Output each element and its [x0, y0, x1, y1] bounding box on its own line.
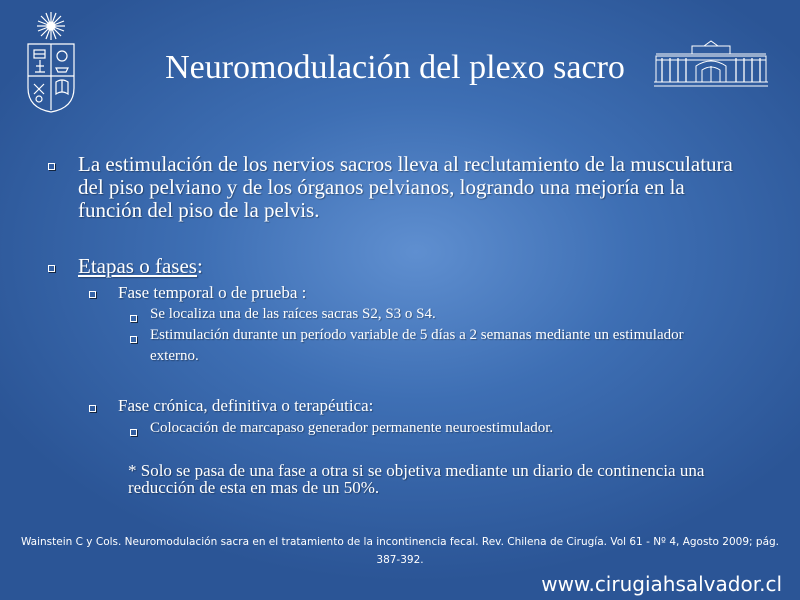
footnote: * Solo se pasa de una fase a otra si se objetiva mediante un diario de continencia una reducción de esta en mas de un 50%. [128, 461, 705, 497]
square-bullet-icon [130, 315, 137, 322]
phase-2-item: Colocación de marcapaso generador permanente neuroestimulador. [150, 420, 554, 436]
square-bullet-icon [130, 336, 137, 343]
square-bullet-icon [130, 429, 137, 436]
phase-1-heading: Fase temporal o de prueba : [118, 283, 307, 302]
bullet-text-1: La estimulación de los nervios sacros lleva al reclutamiento de la musculatura del piso pelviano y de los órganos pelvianos, logrando una mejoría en la función del piso de la pelvis. [78, 152, 733, 222]
stages-link[interactable]: Etapas o fases [78, 254, 197, 278]
bullet-text-2 [78, 255, 678, 278]
phase-2-heading: Fase crónica, definitiva o terapéutica: [118, 396, 374, 415]
stages-suffix: : [196, 254, 203, 278]
page-title: Neuromodulación del plexo sacro [165, 49, 625, 86]
square-bullet-icon [48, 163, 55, 170]
square-bullet-icon [89, 405, 96, 412]
reference-citation: Wainstein C y Cols. Neuromodulación sacra en el tratamiento de la incontinencia fecal. Rev. Chilena de Cirugía. Vol 61 - Nº 4, Agosto 2009; pág. 387-392. [20, 536, 780, 566]
square-bullet-icon [48, 265, 55, 272]
website-link[interactable]: www.cirugiahsalvador.cl [541, 572, 782, 596]
phase-1-item: Se localiza una de las raíces sacras S2, S3 o S4. [150, 306, 436, 322]
phase-1-item: Estimulación durante un período variable de 5 días a 2 semanas mediante un estimulador externo. [150, 327, 684, 364]
square-bullet-icon [89, 291, 96, 298]
